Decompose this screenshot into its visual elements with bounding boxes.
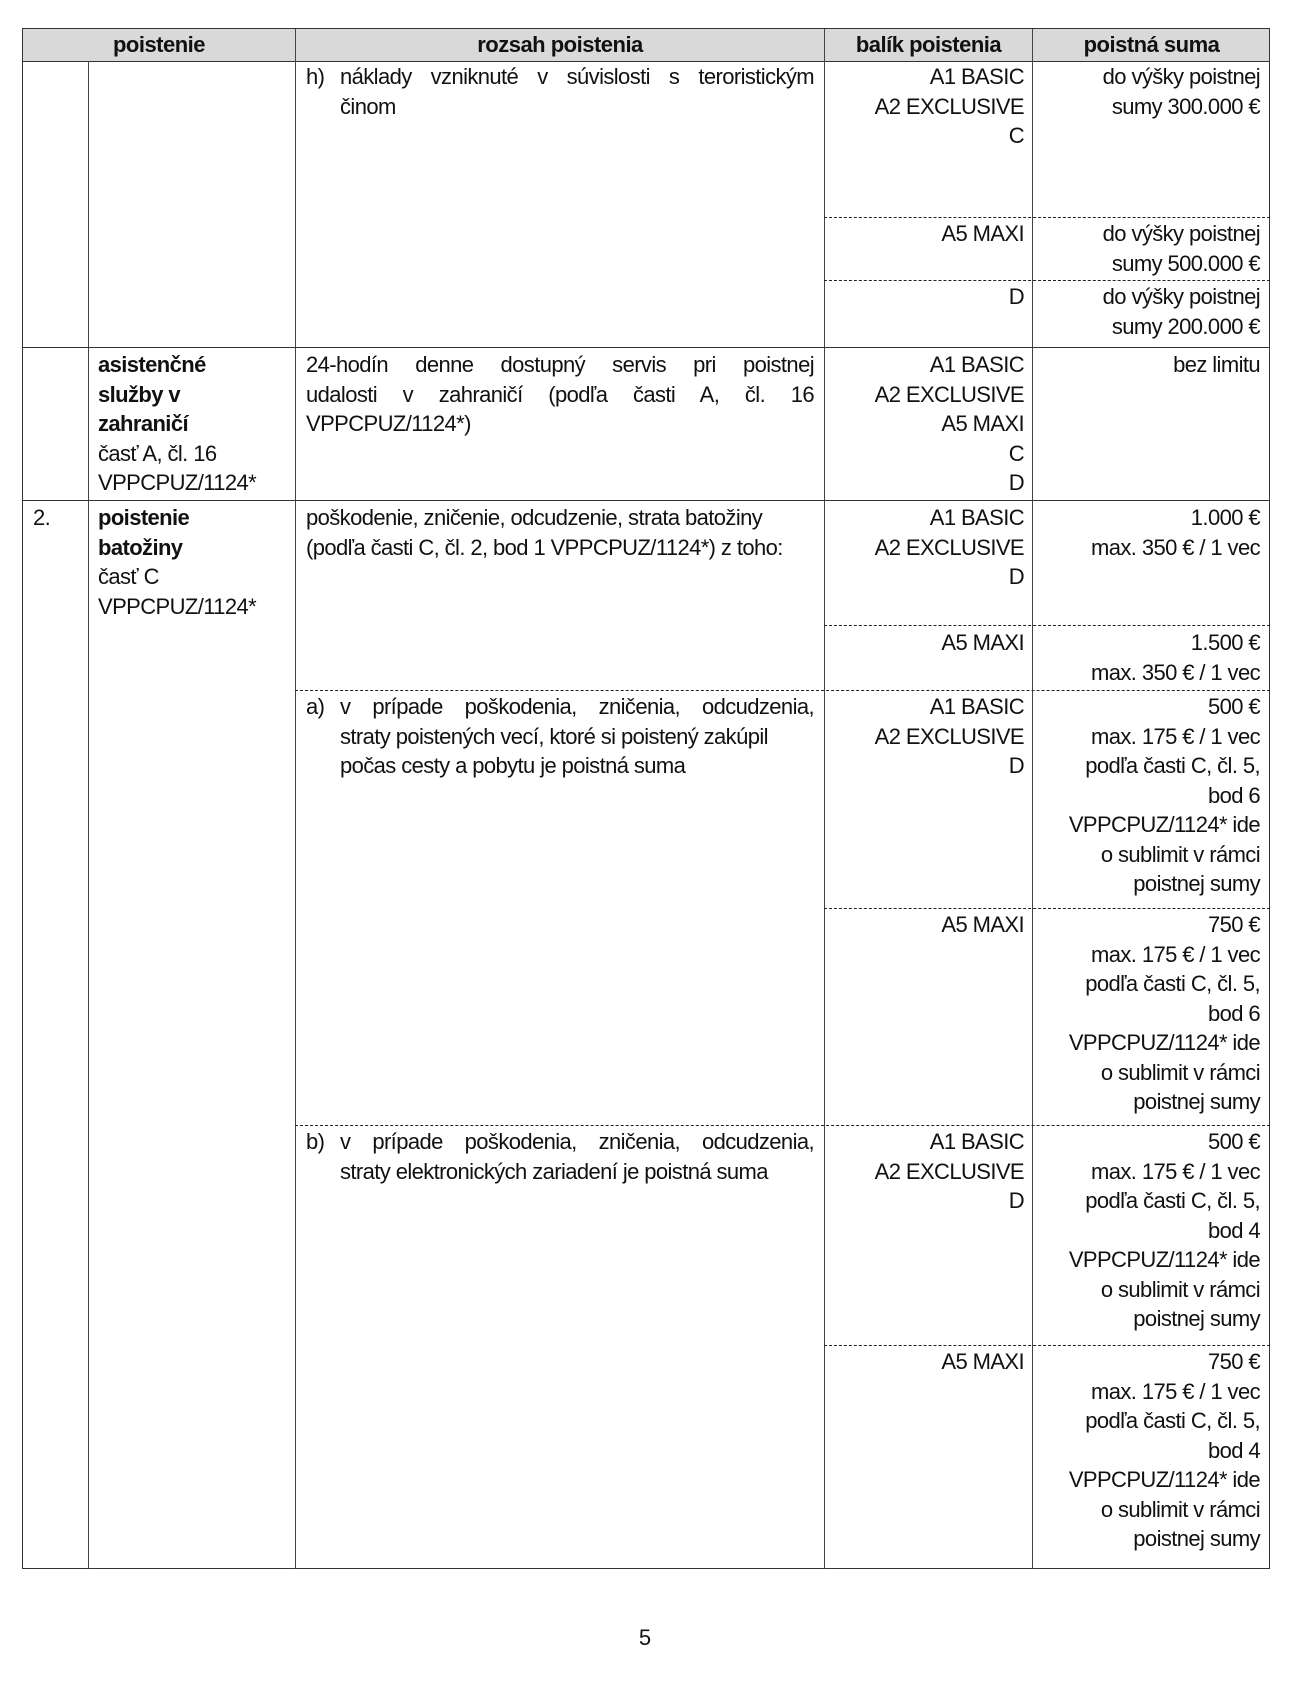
header-sum: poistná suma	[1083, 32, 1220, 57]
sum-line: poistnej sumy	[1133, 1306, 1260, 1331]
package-cell	[825, 219, 1024, 249]
sub-row-divider	[824, 908, 1270, 909]
item-text	[340, 1127, 814, 1186]
sum-line: 750 €	[1207, 912, 1260, 937]
sum-line: bod 6	[1207, 782, 1260, 808]
insurance-table	[22, 28, 1270, 1569]
sum-line: VPPCPUZ/1124* ide	[1068, 1030, 1260, 1055]
sum-line: o sublimit v rámci	[1100, 1276, 1260, 1302]
sub-row-divider	[295, 1125, 1270, 1126]
package-name: D	[1008, 753, 1024, 778]
text-line: v prípade poškodenia, zničenia, odcudzenia,	[340, 1129, 814, 1154]
sum-line: poistnej sumy	[1133, 1526, 1260, 1551]
scope-item-electronics	[306, 1127, 814, 1186]
sum-line: max. 175 € / 1 vec	[1091, 1378, 1260, 1404]
item-label: a)	[306, 694, 325, 719]
sum-line: bod 4	[1207, 1437, 1260, 1463]
sum-line: poistnej sumy	[1133, 1089, 1260, 1114]
sum-line: 750 €	[1207, 1349, 1260, 1374]
sum-line: do výšky poistnej	[1102, 64, 1260, 89]
header-package: balík poistenia	[855, 32, 1002, 57]
sum-line: o sublimit v rámci	[1100, 1496, 1260, 1522]
sum-line: max. 175 € / 1 vec	[1091, 723, 1260, 749]
row-divider	[23, 500, 1270, 501]
package-name: A5 MAXI	[941, 912, 1024, 937]
reference-line: VPPCPUZ/1124*	[98, 593, 257, 619]
package-name: A1 BASIC	[929, 352, 1024, 377]
package-cell	[825, 503, 1024, 592]
sub-row-divider	[824, 625, 1270, 626]
sub-row-divider	[824, 1345, 1270, 1346]
package-name: A2 EXCLUSIVE	[874, 381, 1024, 407]
sum-line: 1.000 €	[1190, 505, 1260, 530]
package-name: D	[1008, 564, 1024, 589]
sum-cell	[1033, 692, 1260, 899]
package-cell	[825, 692, 1024, 781]
sum-line: sumy 200.000 €	[1111, 313, 1260, 339]
text-line: počas cesty a pobytu je poistná suma	[340, 753, 686, 778]
page-number: 5	[638, 1625, 652, 1650]
name-line: asistenčné	[98, 352, 206, 377]
sum-line: bod 6	[1207, 1000, 1260, 1026]
sum-line: poistnej sumy	[1133, 871, 1260, 896]
sum-line: podľa časti C, čl. 5,	[1085, 1188, 1260, 1213]
package-name: A1 BASIC	[929, 64, 1024, 89]
item-label: h)	[306, 64, 325, 89]
item-text	[340, 692, 814, 781]
text-line: VPPCPUZ/1124*)	[306, 411, 471, 436]
name-line: služby v	[98, 381, 181, 407]
name-line: poistenie	[98, 505, 190, 530]
package-cell	[825, 62, 1024, 151]
package-cell	[825, 628, 1024, 658]
package-name: D	[1008, 470, 1024, 495]
package-cell	[825, 1127, 1024, 1216]
sum-line: max. 350 € / 1 vec	[1091, 659, 1260, 685]
sum-line: 500 €	[1207, 1129, 1260, 1154]
sub-row-divider	[824, 280, 1270, 281]
text-line: 24-hodín denne dostupný servis pri poistnej	[306, 352, 814, 377]
insurance-name-baggage	[98, 503, 293, 621]
scope-text-assistance	[306, 350, 814, 439]
sum-cell	[1033, 910, 1260, 1117]
package-name: A5 MAXI	[941, 221, 1024, 246]
package-name: A5 MAXI	[941, 630, 1024, 655]
row-number: 2.	[33, 505, 51, 530]
insurance-name-assistance	[98, 350, 293, 498]
sum-line: podľa časti C, čl. 5,	[1085, 971, 1260, 996]
sum-line: do výšky poistnej	[1102, 221, 1260, 246]
name-line: batožiny	[98, 534, 183, 560]
sub-row-divider	[295, 690, 1270, 691]
package-name: A1 BASIC	[929, 694, 1024, 719]
package-name: C	[1008, 440, 1024, 466]
scope-item-purchased	[306, 692, 814, 781]
sub-row-divider	[824, 217, 1270, 218]
package-cell	[825, 282, 1024, 312]
sum-line: o sublimit v rámci	[1100, 841, 1260, 867]
sum-line: bod 4	[1207, 1217, 1260, 1243]
text-line: činom	[340, 93, 396, 119]
column-divider	[295, 29, 296, 1569]
sum-cell	[1033, 628, 1260, 687]
sum-line: 500 €	[1207, 694, 1260, 719]
sum-line: podľa časti C, čl. 5,	[1085, 1408, 1260, 1433]
sum-cell	[1033, 282, 1260, 341]
package-name: D	[1008, 1188, 1024, 1213]
sum-cell	[1033, 350, 1260, 380]
scope-item-terror	[306, 62, 814, 121]
sum-line: bez limitu	[1173, 352, 1260, 377]
sum-line: VPPCPUZ/1124* ide	[1068, 1467, 1260, 1492]
table-header	[23, 29, 1269, 62]
package-name: D	[1008, 284, 1024, 309]
package-cell	[825, 910, 1024, 940]
package-name: A5 MAXI	[941, 411, 1024, 436]
column-divider	[824, 29, 825, 1569]
sum-line: 1.500 €	[1190, 630, 1260, 655]
sum-line: sumy 300.000 €	[1111, 93, 1260, 119]
sum-line: max. 175 € / 1 vec	[1091, 941, 1260, 967]
sum-cell	[1033, 503, 1260, 562]
package-name: A1 BASIC	[929, 1129, 1024, 1154]
reference-line: časť A, čl. 16	[98, 440, 217, 466]
sum-line: do výšky poistnej	[1102, 284, 1260, 309]
text-line: udalosti v zahraničí (podľa časti A, čl. 16	[306, 381, 814, 407]
package-name: A2 EXCLUSIVE	[874, 723, 1024, 749]
sum-line: max. 175 € / 1 vec	[1091, 1158, 1260, 1184]
sum-line: max. 350 € / 1 vec	[1091, 534, 1260, 560]
text-line: straty poistených vecí, ktoré si poistený zakúpil	[340, 723, 768, 749]
item-label: b)	[306, 1129, 325, 1154]
package-name: A2 EXCLUSIVE	[874, 1158, 1024, 1184]
package-name: C	[1008, 123, 1024, 148]
sum-cell	[1033, 1347, 1260, 1554]
reference-line: VPPCPUZ/1124*	[98, 470, 257, 495]
package-cell	[825, 350, 1024, 498]
sum-line: VPPCPUZ/1124* ide	[1068, 812, 1260, 837]
scope-text-baggage	[306, 503, 814, 562]
sum-line: sumy 500.000 €	[1111, 250, 1260, 276]
row-divider	[23, 347, 1270, 348]
header-scope: rozsah poistenia	[477, 32, 643, 57]
item-text	[340, 62, 814, 121]
column-divider	[88, 61, 89, 1569]
package-name: A1 BASIC	[929, 505, 1024, 530]
text-line: poškodenie, zničenie, odcudzenie, strata batožiny	[306, 505, 763, 530]
text-line: straty elektronických zariadení je poistná suma	[340, 1158, 768, 1184]
sum-line: VPPCPUZ/1124* ide	[1068, 1247, 1260, 1272]
name-line: zahraničí	[98, 411, 188, 436]
sum-cell	[1033, 62, 1260, 121]
header-insurance: poistenie	[112, 32, 206, 57]
package-name: A2 EXCLUSIVE	[874, 534, 1024, 560]
package-name: A5 MAXI	[941, 1349, 1024, 1374]
sum-cell	[1033, 1127, 1260, 1334]
sum-line: podľa časti C, čl. 5,	[1085, 753, 1260, 778]
text-line: v prípade poškodenia, zničenia, odcudzenia,	[340, 694, 814, 719]
package-name: A2 EXCLUSIVE	[874, 93, 1024, 119]
reference-line: časť C	[98, 564, 159, 589]
text-line: (podľa časti C, čl. 2, bod 1 VPPCPUZ/1124*) z toho:	[306, 534, 783, 560]
text-line: náklady vzniknuté v súvislosti s teroristickým	[340, 64, 814, 89]
sum-cell	[1033, 219, 1260, 278]
package-cell	[825, 1347, 1024, 1377]
sum-line: o sublimit v rámci	[1100, 1059, 1260, 1085]
